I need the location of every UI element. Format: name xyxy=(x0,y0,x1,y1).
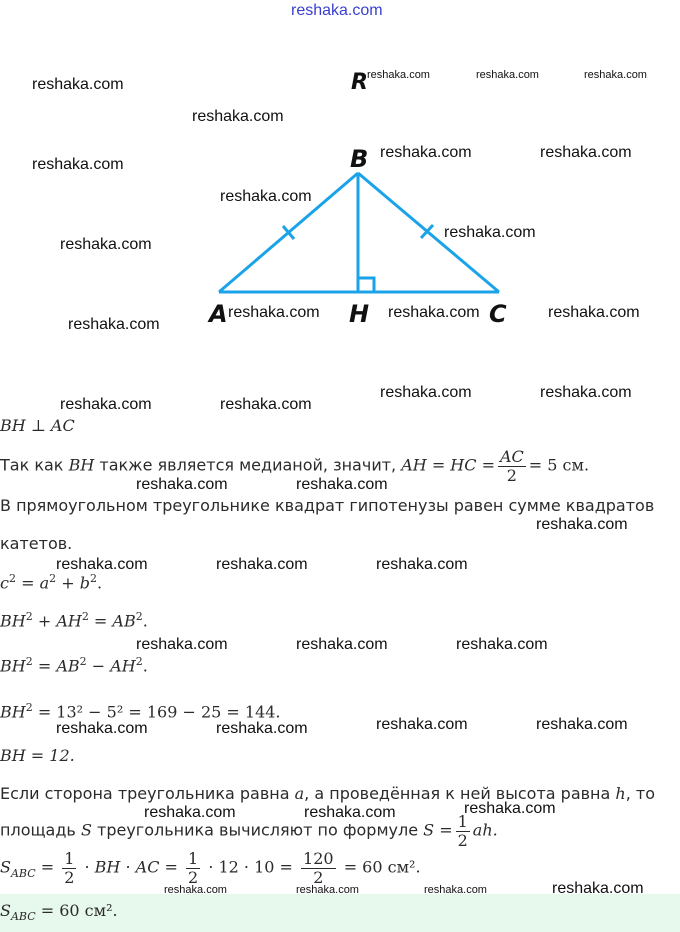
watermark-text: reshaka.com xyxy=(56,556,148,573)
watermark-text: reshaka.com xyxy=(536,516,628,533)
watermark-text: reshaka.com xyxy=(540,144,632,161)
formula-pythagoras: $c^2 = a^2 + b^2$. xyxy=(0,572,103,593)
stray-letter: R xyxy=(351,70,368,95)
watermark-text: reshaka.com xyxy=(456,636,548,653)
line-area-text-1: Если сторона треугольника равна a, а проведённая к ней высота равна h, то xyxy=(0,784,655,803)
fraction-ac-2: $\frac{AC}{2}$ xyxy=(500,447,524,485)
line-area-text-2: площадь S треугольника вычисляют по формуле S = $\frac{1}{2}$ ah. xyxy=(0,812,498,850)
watermark-text: reshaka.com xyxy=(144,804,236,821)
watermark-text: reshaka.com xyxy=(136,636,228,653)
watermark-text: reshaka.com xyxy=(540,384,632,401)
watermark-text: reshaka.com xyxy=(32,76,124,93)
watermark-text: reshaka.com xyxy=(464,800,556,817)
right-angle-mark xyxy=(358,278,374,292)
watermark-text: reshaka.com xyxy=(228,304,320,321)
formula-bh-ah-ab: $BH^2 + AH^2 = AB^2$. xyxy=(0,610,148,631)
watermark-text: reshaka.com xyxy=(220,188,312,205)
watermark-text: reshaka.com xyxy=(60,396,152,413)
watermark-text: reshaka.com xyxy=(216,720,308,737)
point-c-label: C xyxy=(489,300,507,328)
watermark-text: reshaka.com xyxy=(388,304,480,321)
watermark-text: reshaka.com xyxy=(60,236,152,253)
point-a-label: A xyxy=(209,300,228,328)
watermark-text: reshaka.com xyxy=(296,636,388,653)
formula-area-calc: $S_{ABC}$ = $\frac{1}{2}$ · BH · AC = $\frac{1}{2}$ · 12 · 10 = $\frac{120}{2}$ = 60 см². xyxy=(0,849,421,887)
fraction-1-2: $\frac{1}{2}$ xyxy=(457,812,468,850)
watermark-text: reshaka.com xyxy=(367,69,430,81)
formula-bh-result: BH = 12. xyxy=(0,746,75,765)
watermark-text: reshaka.com xyxy=(220,396,312,413)
point-b-label: B xyxy=(350,145,369,173)
watermark-text: reshaka.com xyxy=(584,69,647,81)
watermark-text: reshaka.com xyxy=(376,716,468,733)
formula-bh-calc: $BH^2 = 13^2 - 5^2 = 169 - 25 = 144$. xyxy=(0,701,281,722)
point-h-label: H xyxy=(349,300,370,328)
watermark-text: reshaka.com xyxy=(376,556,468,573)
answer-text: $S_{ABC} = 60$ см². xyxy=(0,901,118,924)
watermark-text: reshaka.com xyxy=(296,884,359,896)
line-median: Так как BH также является медианой, значит, AH = HC = $\frac{AC}{2}$ = 5 см. xyxy=(0,447,590,485)
watermark-text: reshaka.com xyxy=(380,384,472,401)
watermark-text: reshaka.com xyxy=(552,880,644,897)
watermark-text: reshaka.com xyxy=(68,316,160,333)
watermark-text: reshaka.com xyxy=(296,476,388,493)
watermark-text: reshaka.com xyxy=(136,476,228,493)
watermark-text: reshaka.com xyxy=(548,304,640,321)
watermark-text: reshaka.com xyxy=(424,884,487,896)
watermark-text: reshaka.com xyxy=(56,720,148,737)
formula-bh-squared: $BH^2 = AB^2 - AH^2$. xyxy=(0,655,148,676)
watermark-text: reshaka.com xyxy=(536,716,628,733)
line-katetov: катетов. xyxy=(0,534,73,553)
watermark-text: reshaka.com xyxy=(304,804,396,821)
watermark-text: reshaka.com xyxy=(164,884,227,896)
line-pythagoras-text: В прямоугольном треугольнике квадрат гипотенузы равен сумме квадратов xyxy=(0,496,655,515)
watermark-text: reshaka.com xyxy=(192,108,284,125)
watermark-text: reshaka.com xyxy=(476,69,539,81)
watermark-text: reshaka.com xyxy=(32,156,124,173)
line-perpendicular: BH ⊥ AC xyxy=(0,416,75,435)
watermark-text: reshaka.com xyxy=(380,144,472,161)
watermark-text: reshaka.com xyxy=(216,556,308,573)
site-logo-link[interactable]: reshaka.com xyxy=(291,2,383,19)
watermark-text: reshaka.com xyxy=(444,224,536,241)
